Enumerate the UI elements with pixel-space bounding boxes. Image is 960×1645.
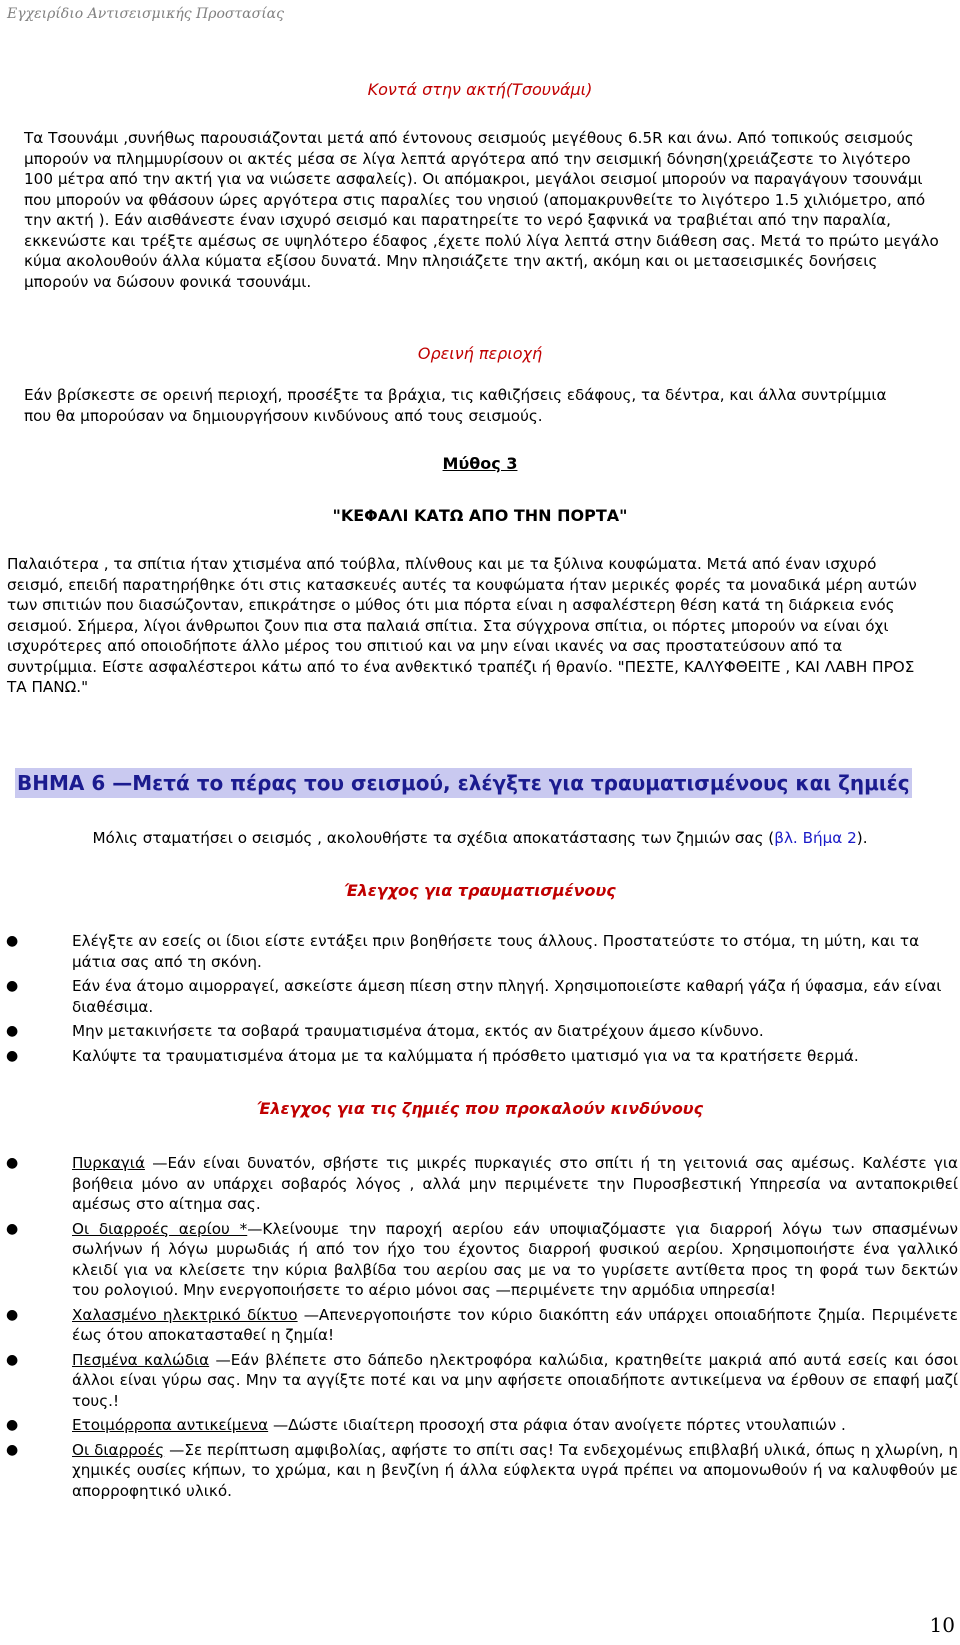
- list-item: ● Ετοιμόρροπα αντικείμενα —Δώστε ιδιαίτερη προσοχή στα ράφια όταν ανοίγετε πόρτες ντουλαπιών .: [6, 1416, 846, 1434]
- list-item: ● Οι διαρροές αερίου *—Κλείνουμε την παροχή αερίου εάν υποψιαζόμαστε για διαρροή λόγω των σπασμένων σωλήνων ή λόγω μυρωδιάς ή από τον ήχο του έχοντος διαρροή φυσικού αερίου. Χρησιμοποιήστε ένα γαλλικό κλειδί για να κλείσετε την κύρια βαλβίδα του αερίου σας με να το γυρίσετε αντίθετα προς τη φορά των δεκτών του ρολογιού. Μην ενεργοποιήσετε το αέριο μόνοι σας —περιμένετε την αρμόδια υπηρεσία!: [6, 1219, 959, 1299]
- bullet-icon: ●: [6, 1023, 19, 1039]
- page-number: 10: [929, 1613, 955, 1637]
- hazard-term: Οι διαρροές αερίου *: [72, 1219, 248, 1238]
- mountain-heading: Ορεινή περιοχή: [417, 344, 543, 363]
- hazard-term: Οι διαρροές: [72, 1440, 165, 1459]
- hazard-term: Ετοιμόρροπα αντικείμενα: [72, 1416, 269, 1434]
- bullet-icon: ●: [6, 1351, 19, 1368]
- list-item: ● Καλύψτε τα τραυματισμένα άτομα με τα καλύμματα ή πρόσθετο ιματισμό για να τα κρατήσετε θερμά.: [6, 1046, 859, 1065]
- hazards-heading: Έλεγχος για τις ζημιές που προκαλούν κινδύνους: [256, 1099, 704, 1118]
- mountain-paragraph: Εάν βρίσκεστε σε ορεινή περιοχή, προσέξτε τα βράχια, τις καθιζήσεις εδάφους, τα δέντρα, και άλλα συντρίμμια που θα μπορούσαν να δημιουργήσουν κινδύνους από τους σεισμούς.: [24, 386, 887, 425]
- step-6-heading: ΒΗΜΑ 6 —Μετά το πέρας του σεισμού, ελέγξτε για τραυματισμένους και ζημιές: [15, 768, 912, 798]
- bullet-icon: ●: [6, 978, 19, 994]
- injuries-list: [6, 931, 958, 1070]
- bullet-icon: ●: [6, 1306, 19, 1323]
- step-2-reference-link[interactable]: βλ. Βήμα 2: [774, 829, 857, 847]
- bullet-icon: ●: [6, 1441, 19, 1458]
- coast-heading: Κοντά στην ακτή(Τσουνάμι): [367, 80, 593, 99]
- intro-text-end: ).: [856, 829, 868, 847]
- myth-title: "ΚΕΦΑΛΙ ΚΑΤΩ ΑΠΟ ΤΗΝ ΠΟΡΤΑ": [332, 506, 628, 525]
- hazards-list: [6, 1153, 959, 1505]
- myth-paragraph: Παλαιότερα , τα σπίτια ήταν χτισμένα από τούβλα, πλίνθους και με τα ξύλινα κουφώματα. Μετά από έναν ισχυρό σεισμό, επειδή παρατηρήθηκε ότι στις κατασκευές αυτές τα κουφώματα ήταν μερικές φορές τα μοναδικά μέρη αυτών των σπιτιών που διασώζονταν, επικράτησε ο μύθος ότι μια πόρτα είναι η ασφαλέστερη θέση κατά τη διάρκεια ενός σεισμού. Σήμερα, λίγοι άνθρωποι ζουν πια στα παλαιά σπίτια. Στα σύγχρονα σπίτια, οι πόρτες μπορούν να είναι όχι ισχυρότερες από οποιοδήποτε άλλο μέρος του σπιτιού και να μην είναι ικανές να σας προστατεύσουν από τα συντρίμμια. Είστε ασφαλέστεροι κάτω από το ένα ανθεκτικό τραπέζι ή θρανίο. "ΠΕΣΤΕ, ΚΑΛΥΦΘΕΙΤΕ , ΚΑΙ ΛΑΒΗ ΠΡΟΣ ΤΑ ΠΑΝΩ.": [7, 555, 917, 696]
- list-item: ● Ελέγξτε αν εσείς οι ίδιοι είστε εντάξει πριν βοηθήσετε τους άλλους. Προστατεύστε το στόμα, τη μύτη, και τα μάτια σας από τη σκόνη.: [6, 932, 920, 971]
- bullet-icon: ●: [6, 1220, 19, 1237]
- step-intro: [0, 829, 960, 847]
- coast-paragraph: Τα Τσουνάμι ,συνήθως παρουσιάζονται μετά από έντονους σεισμούς μεγέθους 6.5R και άνω. Από τοπικούς σεισμούς μπορούν να πλημμυρίσουν οι ακτές μέσα σε λίγα λεπτά αργότερα από την σεισμική δόνηση(χρειάζεστε το λιγότερο 100 μέτρα από την ακτή για να νιώσετε ασφαλείς). Οι απόμακροι, μεγάλοι σεισμοί μπορούν να παραγάγουν τσουνάμι που μπορούν να φθάσουν ώρες αργότερα στις παραλίες του νησιού (απομακρυνθείτε το λιγότερο 1.5 χιλιόμετρο, από την ακτή ). Εάν αισθάνεστε έναν ισχυρό σεισμό και παρατηρείτε το νερό ξαφνικά να τραβιέται από την παραλία, εκκενώστε και τρέξτε αμέσως σε υψηλότερο έδαφος ,έχετε πολύ λίγα λεπτά στην διάθεση σας. Μετά το πρώτο μεγάλο κύμα ακολουθούν άλλα κύματα εξίσου δυνατά. Μην πλησιάζετε την ακτή, ακόμη και οι μετασεισμικές δονήσεις μπορούν να δώσουν φονικά τσουνάμι.: [24, 129, 939, 291]
- hazard-term: Πεσμένα καλώδια: [72, 1350, 210, 1369]
- injuries-heading: Έλεγχος για τραυματισμένους: [344, 881, 616, 900]
- myth-heading: Μύθος 3: [442, 454, 518, 473]
- bullet-icon: ●: [6, 1047, 19, 1064]
- bullet-icon: ●: [6, 1155, 19, 1171]
- bullet-icon: ●: [6, 1417, 19, 1433]
- bullet-icon: ●: [6, 933, 19, 949]
- list-item: ● Οι διαρροές —Σε περίπτωση αμφιβολίας, αφήστε το σπίτι σας! Τα ενδεχομένως επιβλαβή υλικά, όπως η χλωρίνη, η χημικές ουσίες κήπων, το χρώμα, και η βενζίνη ή άλλα εύφλεκτα υγρά πρέπει να απομονωθούν ή να καλυφθούν με απορροφητικό υλικό.: [6, 1440, 958, 1500]
- list-item: ● Πεσμένα καλώδια —Εάν βλέπετε στο δάπεδο ηλεκτροφόρα καλώδια, κρατηθείτε μακριά από αυτά εσείς και όσοι άλλοι είναι γύρω σας. Μην τα αγγίξτε ποτέ και να μην αφήσετε οποιαδήποτε αντικείμενα να έρθουν σε επαφή μαζί τους.!: [6, 1350, 958, 1410]
- intro-text: Μόλις σταματήσει ο σεισμός , ακολουθήστε τα σχέδια αποκατάστασης των ζημιών σας (: [92, 829, 775, 847]
- hazard-term: Πυρκαγιά: [72, 1154, 145, 1172]
- hazard-term: Χαλασμένο ηλεκτρικό δίκτυο: [72, 1305, 298, 1324]
- list-item: ● Εάν ένα άτομο αιμορραγεί, ασκείστε άμεση πίεση στην πληγή. Χρησιμοποιείστε καθαρή γάζα ή ύφασμα, εάν είναι διαθέσιμα.: [6, 977, 942, 1016]
- list-item: ● Πυρκαγιά —Εάν είναι δυνατόν, σβήστε τις μικρές πυρκαγιές στο σπίτι ή τη γειτονιά σας αμέσως. Καλέστε για βοήθεια μόνο αν υπάρχει σοβαρός λόγος , αλλά μην περιμένετε την Πυροσβεστική Υπηρεσία να ανταποκριθεί αμέσως στο αίτημα σας.: [6, 1154, 958, 1213]
- list-item: ● Χαλασμένο ηλεκτρικό δίκτυο —Απενεργοποιήστε τον κύριο διακόπτη εάν υπάρχει οποιαδήποτε ζημία. Περιμένετε έως ότου αποκατασταθεί η ζημία!: [6, 1305, 958, 1344]
- list-item: ● Μην μετακινήσετε τα σοβαρά τραυματισμένα άτομα, εκτός αν διατρέχουν άμεσο κίνδυνο.: [6, 1022, 764, 1040]
- document-header: Εγχειρίδιο Αντισεισμικής Προστασίας: [7, 6, 284, 22]
